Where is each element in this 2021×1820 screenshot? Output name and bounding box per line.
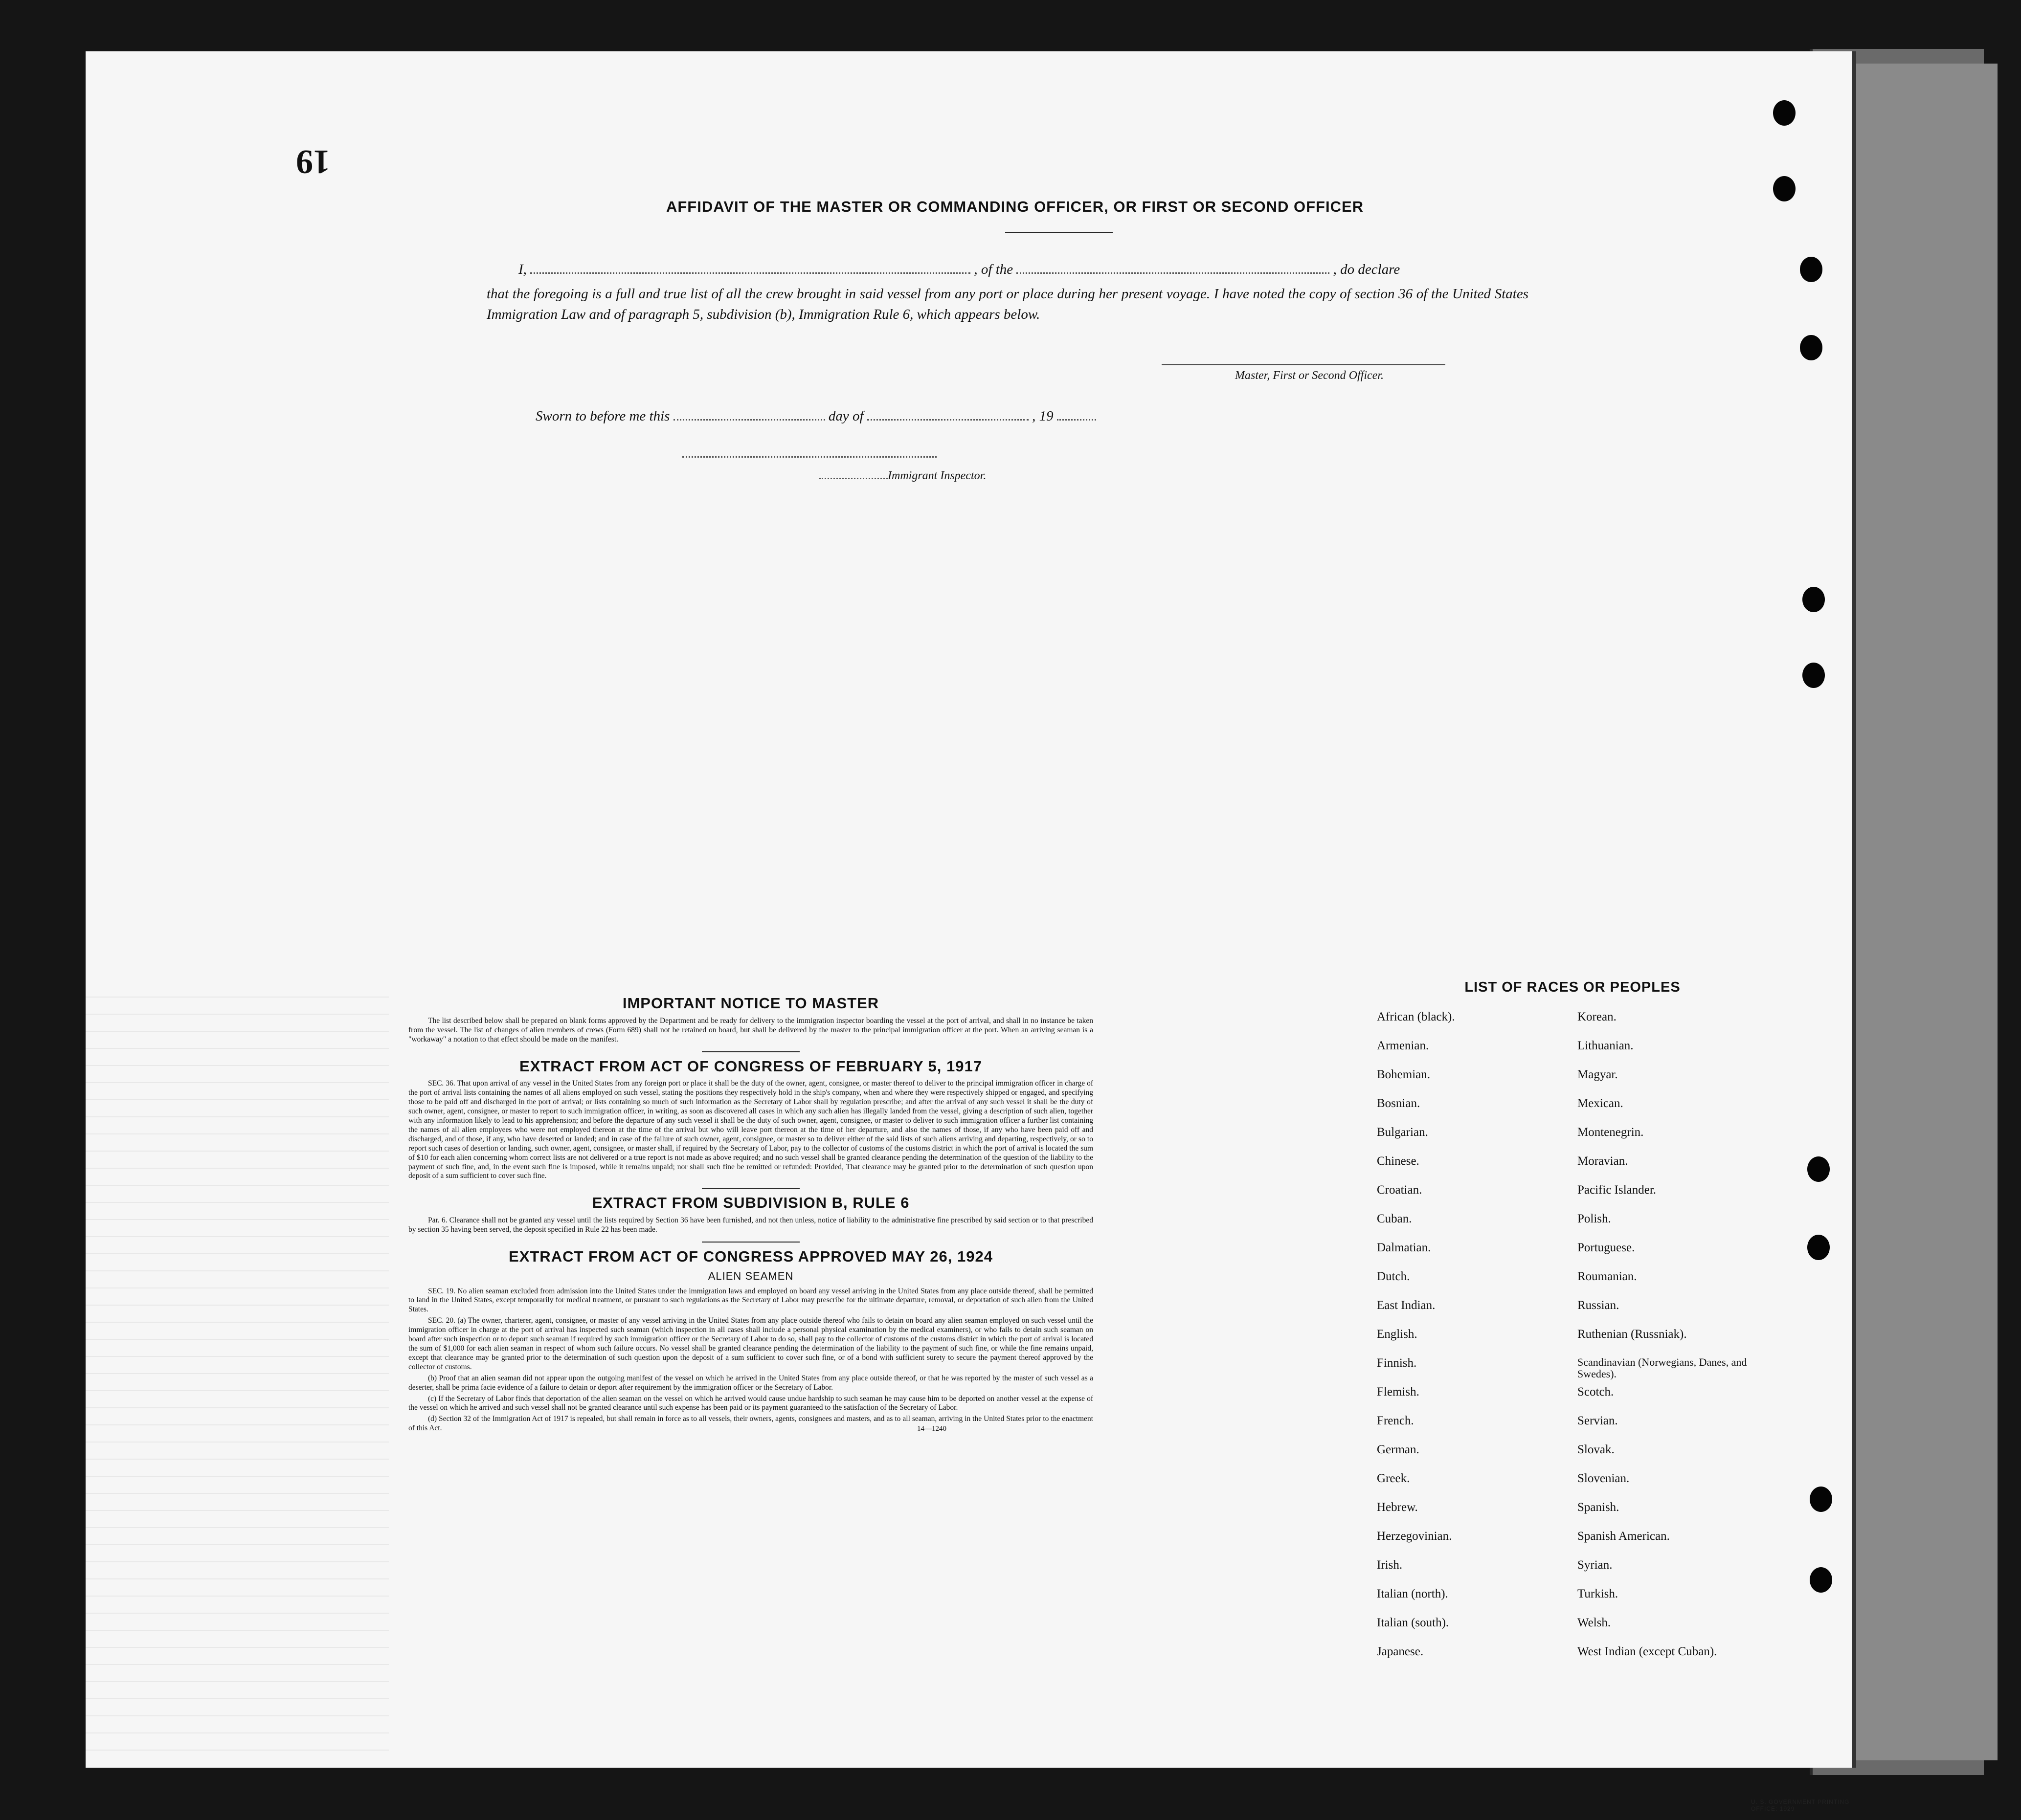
race-item: Hebrew. — [1377, 1501, 1418, 1514]
race-item: Irish. — [1377, 1558, 1403, 1572]
punch-hole — [1807, 1156, 1830, 1182]
sec20c-text: (c) If the Secretary of Labor finds that deportation of the alien seaman on the vessel on which he arrived would cause undue hardship to such seaman he may cause him to be deported on another vessel at the expense of the vessel on which he arrived and such vessel shall not be granted clearance until such expense has been paid or its payment guaranteed to the satisfaction of the Secretary of Labor. — [408, 1394, 1093, 1412]
declarant-prefix: I, — [518, 262, 527, 277]
sec20a-text: SEC. 20. (a) The owner, charterer, agent, consignee, or master of any vessel arriving in the United States from any place outside thereof who fails to detain on board any alien seaman employed on such vessel until the immigration officer in charge at the port of arrival has inspected such seaman (which inspection in all cases shall include a personal physical examination by the medical examiners), or who fails to detain such seaman on board after such inspection or to deport such seaman if required by such immigration officer or the Secretary of Labor to do so, shall pay to the collector of customs of the customs district in which the port of arrival is located the sum of $1,000 for each alien seaman in respect of whom such failure occurs. No vessel shall be granted clearance pending the determination of the liability to the payment of such fine, or while the fine remains unpaid, except that clearance may be granted prior to the determination of such question upon the deposit of a sum sufficient to cover such fine, or of a bond with sufficient surety to secure the payment thereof approved by the collector of customs. — [408, 1316, 1093, 1371]
punch-hole — [1802, 587, 1825, 612]
affidavit-title: AFFIDAVIT OF THE MASTER OR COMMANDING OFFICER, OR FIRST OR SECOND OFFICER — [666, 198, 1364, 215]
race-item: Herzegovinian. — [1377, 1530, 1452, 1543]
race-item: Russian. — [1577, 1299, 1619, 1312]
race-item: Cuban. — [1377, 1212, 1412, 1225]
race-item: Armenian. — [1377, 1039, 1429, 1052]
race-item: Turkish. — [1577, 1587, 1618, 1600]
race-item: Bohemian. — [1377, 1068, 1431, 1081]
extract-1917-text: SEC. 36. That upon arrival of any vessel in the United States from any foreign port or place it shall be the duty of the owner, agent, consignee, or master thereof to deliver to the principal immigration officer in charge of the port of arrival lists containing the names of all aliens employed on such vessel, stating the positions they respectively hold in the ship's company, when and where they were respectively shipped or engaged, and specifying those to be paid off and discharged in the port of arrival; or lists containing so much of such information as the Secretary of Labor shall by regulation prescribe; and after the arrival of any such vessel it shall be the duty of such owner, agent, consignee, or master to report to such immigration officer, in writing, as soon as discovered all cases in which any such alien has illegally landed from the vessel, giving a description of such alien, together with any information likely to lead to his apprehension; and before the departure of any such vessel it shall be the duty of such owner, agent, consignee, or master to deliver to such immigration officer a further list containing the names of all alien employees who were not employed thereon at the time of the arrival but who will leave port thereon at the time of her departure, and also the names of those, if any who have been paid off and discharged, and of those, if any, who have deserted or landed; and in case of the failure of such owner, agent, consignee, or master so to deliver either of the said lists of such aliens arriving and departing, respectively, or so to report such cases of desertion or landing, such owner, agent, consignee, or master shall, if required by the Secretary of Labor, pay to the collector of customs of the customs district in which the port of arrival is located the sum of $10 for each alien concerning whom correct lists are not delivered or a true report is not made as above required; and no such vessel shall be granted clearance pending the determination of the question of the liability to the payment of such fine, and, in the event such fine is imposed, while it remains unpaid; nor shall such fine be remitted or refunded: Provided, That clearance may be granted prior to the determination of such question upon deposit of a sum sufficient to cover such fine. — [408, 1079, 1093, 1180]
notice-title: IMPORTANT NOTICE TO MASTER — [622, 995, 879, 1012]
races-title: LIST OF RACES OR PEOPLES — [1464, 979, 1681, 995]
race-item: Bulgarian. — [1377, 1126, 1428, 1139]
notice-section — [408, 990, 1093, 1433]
inspector-leader-dots — [819, 472, 888, 479]
do-declare-label: , do declare — [1333, 262, 1400, 277]
race-item: Spanish American. — [1577, 1530, 1670, 1543]
alien-seamen-subtitle: ALIEN SEAMEN — [708, 1269, 794, 1282]
race-item: Bosnian. — [1377, 1097, 1420, 1110]
race-item: Italian (south). — [1377, 1616, 1449, 1629]
race-item: Greek. — [1377, 1472, 1410, 1485]
punch-hole — [1810, 1487, 1832, 1512]
extract-rule6-text: Par. 6. Clearance shall not be granted any vessel until the lists required by Section 36 have been furnished, and not then unless, notice of liability to the administrative fine prescribed by said section or to that prescribed by section 35 having been served, the deposit specified in Rule 22 has been made. — [408, 1216, 1093, 1234]
declaration-body: that the foregoing is a full and true list of all the crew brought in said vessel from any port or place during her present voyage. I have noted the copy of section 36 of the United States Immigration Law and of paragraph 5, subdivision (b), Immigration Rule 6, which appears below. — [487, 286, 1528, 322]
race-item: Italian (north). — [1377, 1587, 1448, 1600]
race-item: Magyar. — [1577, 1068, 1618, 1081]
extract-1917-title: EXTRACT FROM ACT OF CONGRESS OF FEBRUARY 5, 1917 — [519, 1057, 982, 1075]
signature-label: Master, First or Second Officer. — [1235, 369, 1384, 382]
race-item: Slovenian. — [1577, 1472, 1630, 1485]
race-item: Dalmatian. — [1377, 1241, 1431, 1254]
punch-hole — [1800, 257, 1822, 282]
of-the-label: , of the — [974, 262, 1013, 277]
race-item: East Indian. — [1377, 1299, 1436, 1312]
race-item: Ruthenian (Russniak). — [1577, 1328, 1687, 1341]
document-page — [86, 51, 1856, 1812]
day-of-label: day of — [828, 408, 864, 424]
race-item: German. — [1377, 1443, 1419, 1456]
race-item: Chinese. — [1377, 1154, 1419, 1168]
form-print-code: 14—1240 — [917, 1425, 946, 1433]
punch-hole — [1810, 1567, 1832, 1593]
signature-line[interactable] — [1162, 364, 1445, 365]
divider — [702, 1188, 800, 1189]
race-item: Portuguese. — [1577, 1241, 1635, 1254]
title-underline — [1005, 232, 1113, 233]
sec20b-text: (b) Proof that an alien seaman did not appear upon the outgoing manifest of the vessel on which he arrived in the United States from any place outside thereof, or that he was reported by the master of such vessel as a deserter, shall be prima facie evidence of a failure to detain or deport after requirement by the immigration officer or the Secretary of Labor. — [408, 1374, 1093, 1392]
declaration-line — [518, 262, 1536, 278]
race-item: West Indian (except Cuban). — [1577, 1645, 1717, 1658]
race-item: Flemish. — [1377, 1385, 1419, 1398]
race-item: Pacific Islander. — [1577, 1183, 1657, 1197]
extract-1924-title: EXTRACT FROM ACT OF CONGRESS APPROVED MAY 26, 1924 — [509, 1247, 993, 1265]
race-item: Moravian. — [1577, 1154, 1628, 1168]
sworn-line — [536, 408, 1269, 424]
sec19-text: SEC. 19. No alien seaman excluded from admission into the United States under the immigration laws and employed on board any vessel arriving in the United States from any place outside thereof, shall be permitted to land in the United States, except temporarily for medical treatment, or pursuant to such regulations as the Secretary of Labor may prescribe for the ultimate departure, removal, or deportation of such alien from the United States. — [408, 1287, 1093, 1314]
race-item: Spanish. — [1577, 1501, 1619, 1514]
vessel-name-field[interactable] — [1016, 263, 1329, 274]
sec20d-text: (d) Section 32 of the Immigration Act of 1917 is repealed, but shall remain in force as to all vessels, their owners, agents, consignees and masters, and as to all seaman, arriving in the United States prior to the enactment of this Act. — [408, 1415, 1093, 1433]
divider — [702, 1242, 800, 1243]
backing-sheet-inner — [1854, 64, 1998, 1760]
race-item: Japanese. — [1377, 1645, 1424, 1658]
year-label: , 19 — [1032, 408, 1054, 424]
races-list — [1377, 1010, 1768, 1674]
race-item: African (black). — [1377, 1010, 1455, 1023]
divider — [702, 1051, 800, 1052]
race-item: Syrian. — [1577, 1558, 1613, 1572]
sworn-month-field[interactable] — [867, 409, 1029, 421]
sworn-year-field[interactable] — [1057, 409, 1096, 421]
race-item: Polish. — [1577, 1212, 1611, 1225]
race-item: English. — [1377, 1328, 1417, 1341]
race-item: Scandinavian (Norwegians, Danes, and Swedes). — [1577, 1356, 1747, 1380]
page-number: 19 — [296, 143, 330, 180]
declarant-name-field[interactable] — [530, 263, 970, 274]
race-item: Welsh. — [1577, 1616, 1611, 1629]
race-item: Roumanian. — [1577, 1270, 1637, 1283]
punch-hole — [1773, 176, 1796, 201]
races-section — [1377, 976, 1768, 1674]
race-item: Croatian. — [1377, 1183, 1422, 1197]
inspector-signature-field[interactable] — [682, 456, 937, 458]
inspector-label-text: Immigrant Inspector. — [888, 469, 987, 482]
race-item: Scotch. — [1577, 1385, 1614, 1398]
race-item: French. — [1377, 1414, 1414, 1427]
punch-hole — [1800, 335, 1822, 360]
punch-hole — [1802, 663, 1825, 688]
punch-hole — [1807, 1235, 1830, 1260]
race-item: Servian. — [1577, 1414, 1618, 1427]
race-item: Montenegrin. — [1577, 1126, 1644, 1139]
race-item: Slovak. — [1577, 1443, 1615, 1456]
ruled-paper-bleed — [86, 980, 389, 1763]
race-item: Lithuanian. — [1577, 1039, 1634, 1052]
sworn-day-field[interactable] — [674, 409, 825, 421]
notice-text: The list described below shall be prepared on blank forms approved by the Department and be ready for delivery to the immigration inspector boarding the vessel at the port of arrival, and shall in no instance be taken from the vessel. The list of changes of alien members of crews (Form 689) shall not be retained on board, but shall be delivered by the master to the principal immigration officer at the port. When an arriving seaman is a "workaway" a notation to that effect should be made on the manifest. — [408, 1016, 1093, 1043]
extract-rule6-title: EXTRACT FROM SUBDIVISION B, RULE 6 — [592, 1194, 910, 1212]
race-item: Mexican. — [1577, 1097, 1623, 1110]
race-item: Finnish. — [1377, 1356, 1417, 1370]
gpo-imprint: U. S. GOVERNMENT PRINTING OFFICE: 1929 — [1751, 1798, 1850, 1812]
inspector-label — [819, 469, 986, 483]
race-item: Korean. — [1577, 1010, 1617, 1023]
race-item: Dutch. — [1377, 1270, 1410, 1283]
punch-hole — [1773, 100, 1796, 126]
sworn-label: Sworn to before me this — [536, 408, 670, 424]
